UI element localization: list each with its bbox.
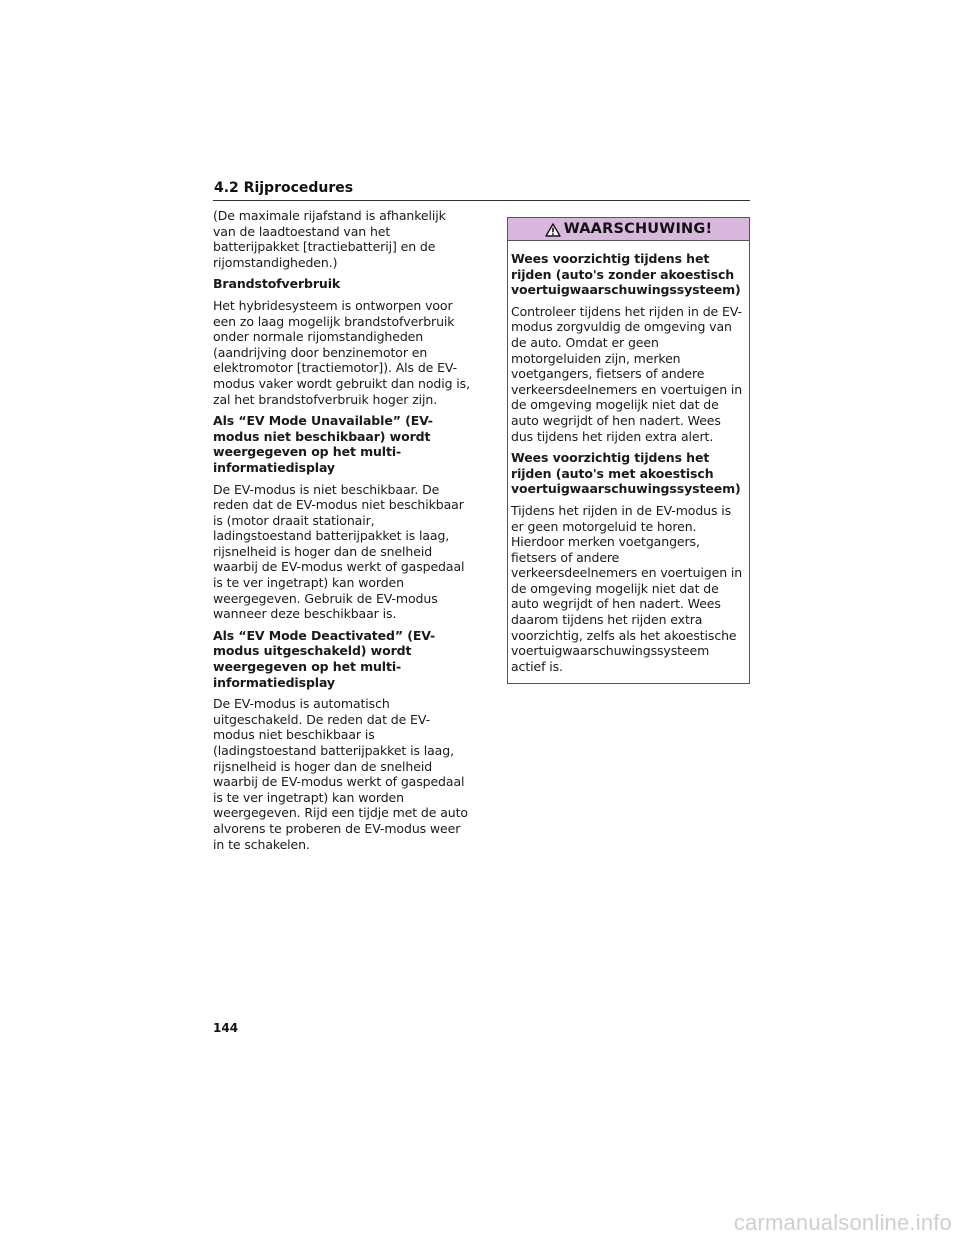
warning-paragraph-without-avas: Controleer tijdens het rijden in de EV-modus zorgvuldig de omgeving van de auto. Omdat er geen motorgeluiden zijn, merken voetgangers, fietsers of andere verkeersdeelnemers en voertuigen in de omgeving mogelijk niet dat de auto wegrijdt of hen nadert. Wees dus tijdens het rijden extra alert.	[511, 303, 743, 444]
ev-mode-deactivated-paragraph: De EV-modus is automatisch uitgeschakeld. De reden dat de EV-modus niet beschikbaar is (ladingstoestand batterijpakket is laag, rijsnelheid is hoger dan de snelheid waarbij de EV-modus werkt of gaspedaal is te ver ingetrapt) kan worden weergegeven. Rijd een tijdje met de auto alvorens te proberen de EV-modus weer in te schakelen.	[213, 696, 468, 852]
left-column	[213, 208, 471, 858]
warning-heading-with-avas: Wees voorzichtig tijdens het rijden (auto's met akoestisch voertuigwaarschuwingssysteem)	[511, 450, 741, 497]
fuel-consumption-paragraph: Het hybridesysteem is ontworpen voor een zo laag mogelijk brandstofverbruik onder normale rijomstandigheden (aandrijving door benzinemotor en elektromotor [tractiemotor]). Als de EV-modus vaker wordt gebruikt dan nodig is, zal het brandstofverbruik hoger zijn.	[213, 297, 470, 407]
warning-paragraph-with-avas: Tijdens het rijden in de EV-modus is er geen motorgeluid te horen. Hierdoor merken voetgangers, fietsers of andere verkeersdeelnemers en voertuigen in de omgeving mogelijk niet dat de auto wegrijdt of hen nadert. Wees daarom tijdens het rijden extra voorzichtig, zelfs als het akoestische voertuigwaarschuwingssysteem actief is.	[511, 502, 743, 674]
warning-box	[507, 217, 750, 684]
heading-fuel-consumption: Brandstofverbruik	[213, 276, 341, 292]
right-column	[507, 217, 750, 684]
warning-header	[508, 218, 749, 241]
watermark: carmanualsonline.info	[733, 1210, 952, 1235]
warning-heading-without-avas: Wees voorzichtig tijdens het rijden (auto's zonder akoestisch voertuigwaarschuwingssysteem)	[511, 251, 741, 298]
ev-mode-unavailable-paragraph: De EV-modus is niet beschikbaar. De reden dat de EV-modus niet beschikbaar is (motor draait stationair, ladingstoestand batterijpakket is laag, rijsnelheid is hoger dan de snelheid waarbij de EV-modus werkt of gaspedaal is te ver ingetrapt) kan worden weergegeven. Gebruik de EV-modus wanneer deze beschikbaar is.	[213, 481, 465, 622]
warning-body	[508, 241, 749, 683]
warning-triangle-icon	[545, 222, 561, 236]
heading-ev-mode-deactivated: Als “EV Mode Deactivated” (EV-modus uitgeschakeld) wordt weergegeven op het multi-informatiedisplay	[213, 627, 436, 690]
page-number: 144	[213, 1021, 239, 1035]
heading-ev-mode-unavailable: Als “EV Mode Unavailable” (EV-modus niet beschikbaar) wordt weergegeven op het multi-informatiedisplay	[213, 413, 433, 475]
header-rule	[213, 200, 750, 201]
section-title: 4.2 Rijprocedures	[214, 180, 354, 196]
intro-paragraph: (De maximale rijafstand is afhankelijk van de laadtoestand van het batterijpakket [tractiebatterij] en de rijomstandigheden.)	[213, 208, 446, 270]
warning-title: WAARSCHUWING!	[563, 221, 713, 237]
page-header	[213, 178, 750, 201]
